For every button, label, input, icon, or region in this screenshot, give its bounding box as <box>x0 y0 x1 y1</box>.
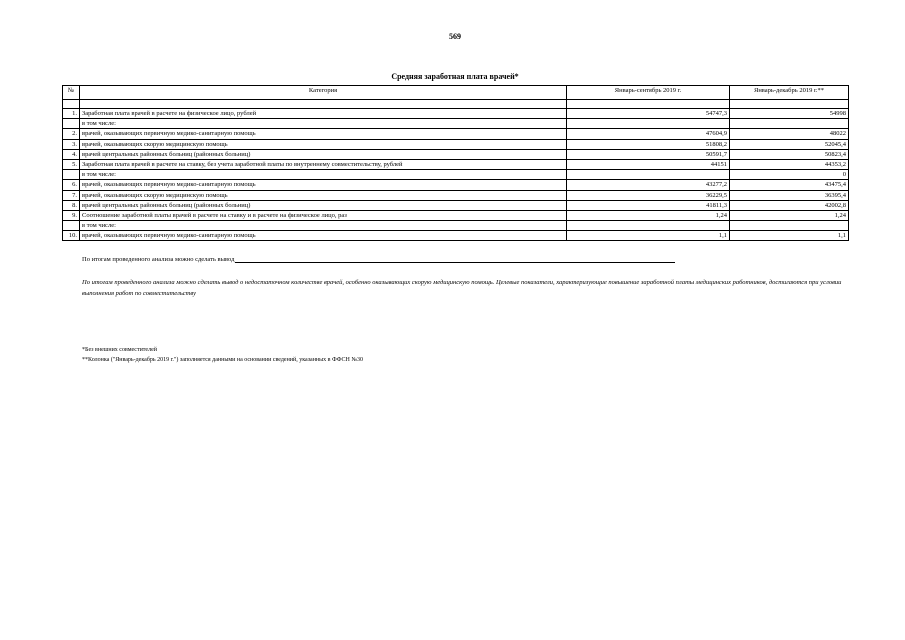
row-category: врачей, оказывающих скорую медицинскую помощь <box>80 190 567 200</box>
page-number: 569 <box>449 32 461 41</box>
row-jan-dec <box>730 119 849 129</box>
row-jan-sep <box>567 221 730 231</box>
row-number: 7. <box>63 190 80 200</box>
row-jan-sep: 50591,7 <box>567 149 730 159</box>
row-category: Соотношение заработной платы врачей в расчете на ставку и в расчете на физическое лицо, раз <box>80 210 567 220</box>
row-jan-dec: 43475,4 <box>730 180 849 190</box>
row-number: 2. <box>63 129 80 139</box>
row-number <box>63 170 80 180</box>
table-row <box>63 159 849 169</box>
table-row <box>63 200 849 210</box>
table-row <box>63 109 849 119</box>
table-row <box>63 180 849 190</box>
row-number: 4. <box>63 149 80 159</box>
row-jan-sep: 36229,5 <box>567 190 730 200</box>
row-jan-sep <box>567 170 730 180</box>
conclusion-prompt-text: По итогам проведенного анализа можно сделать вывод <box>82 256 235 263</box>
row-jan-dec: 48022 <box>730 129 849 139</box>
salary-table <box>62 85 849 241</box>
conclusion-prompt <box>82 256 675 263</box>
row-number: 9. <box>63 210 80 220</box>
table-row <box>63 170 849 180</box>
table-header-row <box>63 86 849 100</box>
header-number: № <box>63 86 80 100</box>
table-row <box>63 190 849 200</box>
row-jan-dec: 50823,4 <box>730 149 849 159</box>
table-row <box>63 210 849 220</box>
row-number: 6. <box>63 180 80 190</box>
blank-line <box>235 262 675 263</box>
row-category: Заработная плата врачей в расчете на физическое лицо, рублей <box>80 109 567 119</box>
table-row <box>63 119 849 129</box>
footnote-1: *Без внешних совместителей <box>82 347 157 353</box>
row-category: в том числе: <box>80 221 567 231</box>
row-number <box>63 119 80 129</box>
row-number <box>63 221 80 231</box>
row-number: 10. <box>63 231 80 241</box>
row-category: Заработная плата врачей в расчете на ставку, без учета заработной платы по внутреннему совместительству, рублей <box>80 159 567 169</box>
row-category: врачей центральных районных больниц (районных больниц) <box>80 200 567 210</box>
table-spacer-row <box>63 100 849 109</box>
row-category: врачей, оказывающих первичную медико-санитарную помощь <box>80 180 567 190</box>
header-jan-sep: Январь-сентябрь 2019 г. <box>567 86 730 100</box>
row-category: в том числе: <box>80 119 567 129</box>
row-jan-sep: 44151 <box>567 159 730 169</box>
row-category: врачей, оказывающих первичную медико-санитарную помощь <box>80 129 567 139</box>
row-number: 8. <box>63 200 80 210</box>
row-category: врачей, оказывающих первичную медико-санитарную помощь <box>80 231 567 241</box>
row-jan-sep: 54747,3 <box>567 109 730 119</box>
footnote-2: **Колонка ("Январь-декабрь 2019 г.") заполняется данными на основании сведений, указанных в ФФСН №30 <box>82 357 364 363</box>
row-jan-sep: 1,24 <box>567 210 730 220</box>
row-jan-dec <box>730 221 849 231</box>
row-jan-sep: 51808,2 <box>567 139 730 149</box>
table-row <box>63 149 849 159</box>
conclusion-text: По итогам проведенного анализа можно сделать вывод о недостаточном количестве врачей, особенно оказывающих скорую медицинскую помощь. Целевые показатели, характеризующие повышение заработной платы медицинских работников, достигаются при условии выполнения работ по совместительству <box>82 279 842 297</box>
row-number: 5. <box>63 159 80 169</box>
row-jan-dec: 36395,4 <box>730 190 849 200</box>
table-row <box>63 231 849 241</box>
row-jan-dec: 1,1 <box>730 231 849 241</box>
table-row <box>63 129 849 139</box>
row-number: 1. <box>63 109 80 119</box>
row-jan-dec: 42002,8 <box>730 200 849 210</box>
row-number: 3. <box>63 139 80 149</box>
row-category: в том числе: <box>80 170 567 180</box>
row-jan-sep <box>567 119 730 129</box>
row-category: врачей, оказывающих скорую медицинскую помощь <box>80 139 567 149</box>
row-jan-sep: 47604,9 <box>567 129 730 139</box>
row-jan-dec: 54998 <box>730 109 849 119</box>
page-title: Средняя заработная плата врачей* <box>391 72 519 81</box>
table-row <box>63 139 849 149</box>
row-jan-sep: 43277,2 <box>567 180 730 190</box>
row-jan-dec: 44353,2 <box>730 159 849 169</box>
row-jan-dec: 52045,4 <box>730 139 849 149</box>
row-jan-sep: 1,1 <box>567 231 730 241</box>
row-category: врачей центральных районных больниц (районных больниц) <box>80 149 567 159</box>
row-jan-sep: 41811,3 <box>567 200 730 210</box>
table-row <box>63 221 849 231</box>
row-jan-dec: 0 <box>730 170 849 180</box>
header-category: Категория <box>80 86 567 100</box>
header-jan-dec: Январь-декабрь 2019 г.** <box>730 86 849 100</box>
row-jan-dec: 1,24 <box>730 210 849 220</box>
